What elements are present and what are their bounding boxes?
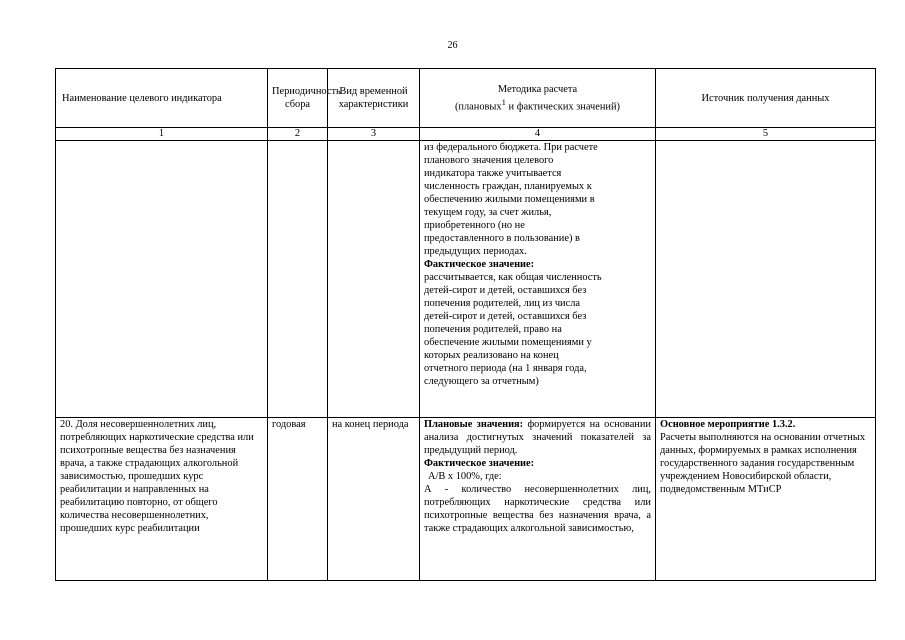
cell-source-empty <box>656 141 876 418</box>
method-line: из федерального бюджета. При расчете <box>424 142 598 153</box>
plan-paragraph <box>424 418 651 457</box>
fact-line: рассчитывается, как общая численность <box>424 272 602 283</box>
fact-label: Фактическое значение: <box>424 259 535 270</box>
method-line: предоставленного в пользование) в <box>424 233 580 244</box>
cell-method-continuation <box>420 141 656 418</box>
col-number-1: 1 <box>56 128 268 141</box>
method-line: предыдущих периодах. <box>424 246 527 257</box>
plan-label: Плановые значения: <box>424 419 524 430</box>
cell-data-source <box>656 418 876 581</box>
cell-periodicity: годовая <box>268 418 328 581</box>
fact-line: отчетного периода (на 1 января года, <box>424 363 587 374</box>
method-line: численность граждан, планируемых к <box>424 181 592 192</box>
header-method-sub-pre: (плановых <box>454 101 502 113</box>
header-indicator-name: Наименование целевого индикатора <box>56 69 268 128</box>
formula: A/B x 100%, где: <box>428 471 502 482</box>
table-row <box>56 141 876 418</box>
header-footnote-mark: 1 <box>501 96 506 107</box>
fact-line: следующего за отчетным) <box>424 376 539 387</box>
col-number-4: 4 <box>420 128 656 141</box>
fact-line: которых реализовано на конец <box>424 350 559 361</box>
indicators-table <box>55 68 876 581</box>
header-calculation-method <box>420 69 656 128</box>
fact-line: попечения родителей, лиц из числа <box>424 298 581 309</box>
header-time-characteristic: Вид временной характеристики <box>328 69 420 128</box>
fact-label: Фактическое значение: <box>424 458 535 469</box>
cell-periodicity-empty <box>268 141 328 418</box>
method-line: текущем году, за счет жилья, <box>424 207 552 218</box>
method-line: индикатора также учитывается <box>424 168 562 179</box>
header-method-sub-post: и фактических значений) <box>505 101 621 113</box>
source-text: Расчеты выполняются на основании отчетных данных, формируемых в рамках исполнения государственного задания государственным учреждением Новосибирской области, подведомственным МТиСР <box>660 432 866 495</box>
method-line: планового значения целевого <box>424 155 554 166</box>
method-line: приобретенного (но не <box>424 220 525 231</box>
col-number-3: 3 <box>328 128 420 141</box>
header-periodicity: Периодичность сбора <box>268 69 328 128</box>
header-data-source: Источник получения данных <box>656 69 876 128</box>
plan-text: формируется на основании анализа достигнутых значений показателей за предыдущий период. <box>424 419 651 456</box>
column-numbers-row <box>56 128 876 141</box>
method-line: обеспечению жилыми помещениями в <box>424 194 595 205</box>
col-number-5: 5 <box>656 128 876 141</box>
fact-line: попечения родителей, право на <box>424 324 562 335</box>
fact-line: детей-сирот и детей, оставшихся без <box>424 285 587 296</box>
col-number-2: 2 <box>268 128 328 141</box>
cell-indicator-name: 20. Доля несовершеннолетних лиц, потребляющих наркотические средства или психотропные вещества без назначения врача, а также страдающих алкогольной зависимостью, прошедших курс реабилитации и направленных на реабилитацию повторно, от общего количества несовершеннолетних, прошедших курс реабилитации <box>56 418 268 581</box>
fact-line: обеспечение жилыми помещениями у <box>424 337 592 348</box>
header-method-title: Методика расчета <box>497 83 578 95</box>
cell-indicator-empty <box>56 141 268 418</box>
cell-calculation-method <box>420 418 656 581</box>
page-number: 26 <box>447 40 458 51</box>
fact-line: детей-сирот и детей, оставшихся без <box>424 311 587 322</box>
cell-time-empty <box>328 141 420 418</box>
a-definition: А - количество несовершеннолетних лиц, потребляющих наркотические средства или психотропные вещества без назначения врача, а также страдающих алкогольной зависимостью, <box>424 484 651 534</box>
cell-time-characteristic: на конец периода <box>328 418 420 581</box>
table-row <box>56 418 876 581</box>
source-label: Основное мероприятие 1.3.2. <box>660 419 796 430</box>
table-header-row <box>56 69 876 128</box>
